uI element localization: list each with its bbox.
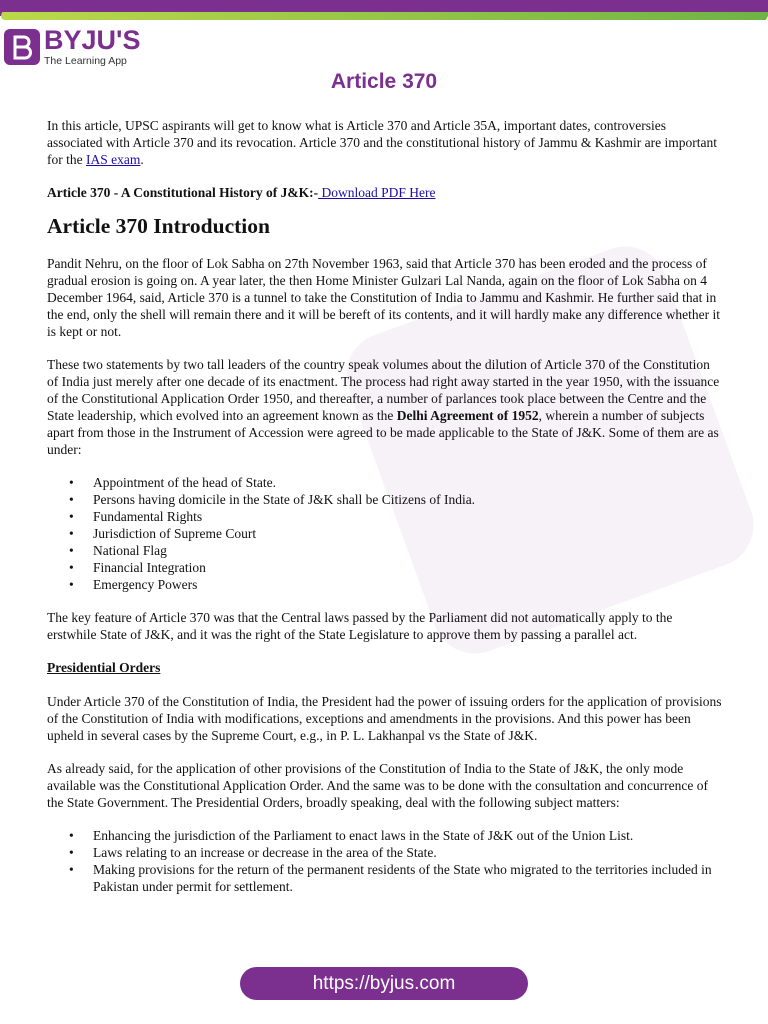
intro-paragraph xyxy=(47,117,723,168)
download-pdf-link[interactable]: Download PDF Here xyxy=(318,185,436,200)
paragraph-5: As already said, for the application of other provisions of the Constitution of India to the State of J&K, the only mode available was the Constitutional Application Order. And the same was to be done with the consultation and concurrence of the State Government. The Presidential Orders, broadly speaking, deal with the following subject matters: xyxy=(47,761,708,810)
list-item: • Making provisions for the return of the permanent residents of the State who migrated to the territories included in Pakistan under permit for settlement. xyxy=(93,861,723,895)
list-item: • National Flag xyxy=(93,542,723,559)
list-item: • Laws relating to an increase or decrease in the area of the State. xyxy=(93,844,723,861)
paragraph-2 xyxy=(47,356,723,458)
list-item: • Appointment of the head of State. xyxy=(93,474,723,491)
paragraph-2-start: These two statements by two tall leaders of the country speak volumes about the dilution of Article 370 of the Constitution of India just merely after one decade of its enactment. The process had right away started in the year 1950, with the issuance of the Constitutional Application Order 1950, and thereafter, a number of parlances took place between the Centre and the State leadership, which evolved into an agreement known as the xyxy=(47,357,720,423)
presidential-orders-subheading: Presidential Orders xyxy=(47,660,161,675)
section-heading: Article 370 Introduction xyxy=(47,214,270,238)
byjus-b-icon xyxy=(4,29,40,65)
document-body xyxy=(47,117,723,911)
list-item: • Fundamental Rights xyxy=(93,508,723,525)
paragraph-3: The key feature of Article 370 was that the Central laws passed by the Parliament did not automatically apply to the erstwhile State of J&K, and it was the right of the State Legislature to approve them by passing a parallel act. xyxy=(47,610,673,642)
subject-matters-list xyxy=(47,827,723,895)
download-label: Article 370 - A Constitutional History of J&K:- xyxy=(47,185,319,200)
list-item: • Enhancing the jurisdiction of the Parliament to enact laws in the State of J&K out of the Union List. xyxy=(93,827,723,844)
byjus-logo[interactable] xyxy=(4,26,140,68)
paragraph-1: Pandit Nehru, on the floor of Lok Sabha on 27th November 1963, said that Article 370 has been eroded and the process of gradual erosion is going on. A year later, the then Home Minister Gulzari Lal Nanda, again on the floor of Lok Sabha on 4 December 1964, said, Article 370 is a tunnel to take the Constitution of India to Jammu and Kashmir. He further said that in the end, only the shell will remain there and it will be bereft of its contents, and it will hardly make any difference whether it is kept or not. xyxy=(47,256,721,339)
brand-tagline: The Learning App xyxy=(44,55,127,68)
ias-exam-link[interactable]: IAS exam xyxy=(85,152,141,167)
list-item: • Persons having domicile in the State of J&K shall be Citizens of India. xyxy=(93,491,723,508)
paragraph-2-end: , wherein a number of subjects apart from those in the Instrument of Accession were agreed to be made applicable to the State of J&K. Some of them are as under: xyxy=(47,408,719,457)
footer-url: https://byjus.com xyxy=(312,972,456,994)
paragraph-4: Under Article 370 of the Constitution of India, the President had the power of issuing orders for the application of provisions of the Constitution of India with modifications, exceptions and amendments in the provisions. And this power has been upheld in several cases by the Supreme Court, e.g., in P. L. Lakhanpal vs the State of J&K. xyxy=(47,694,722,743)
download-line xyxy=(47,184,723,201)
top-green-swoosh xyxy=(0,12,768,20)
list-item: • Emergency Powers xyxy=(93,576,723,593)
brand-name: BYJU'S xyxy=(44,25,141,56)
intro-text: In this article, UPSC aspirants will get to know what is Article 370 and Article 35A, important dates, controversies associated with Article 370 and its revocation. Article 370 and the constitutional history of Jammu & Kashmir are important for the xyxy=(47,118,717,167)
subjects-list xyxy=(47,474,723,593)
list-item: • Jurisdiction of Supreme Court xyxy=(93,525,723,542)
footer-url-button[interactable] xyxy=(240,967,528,1000)
intro-end: . xyxy=(140,152,144,167)
delhi-agreement-bold: Delhi Agreement of 1952 xyxy=(396,408,539,423)
page-title: Article 370 xyxy=(330,70,438,93)
top-decorative-bar xyxy=(0,0,768,22)
list-item: • Financial Integration xyxy=(93,559,723,576)
